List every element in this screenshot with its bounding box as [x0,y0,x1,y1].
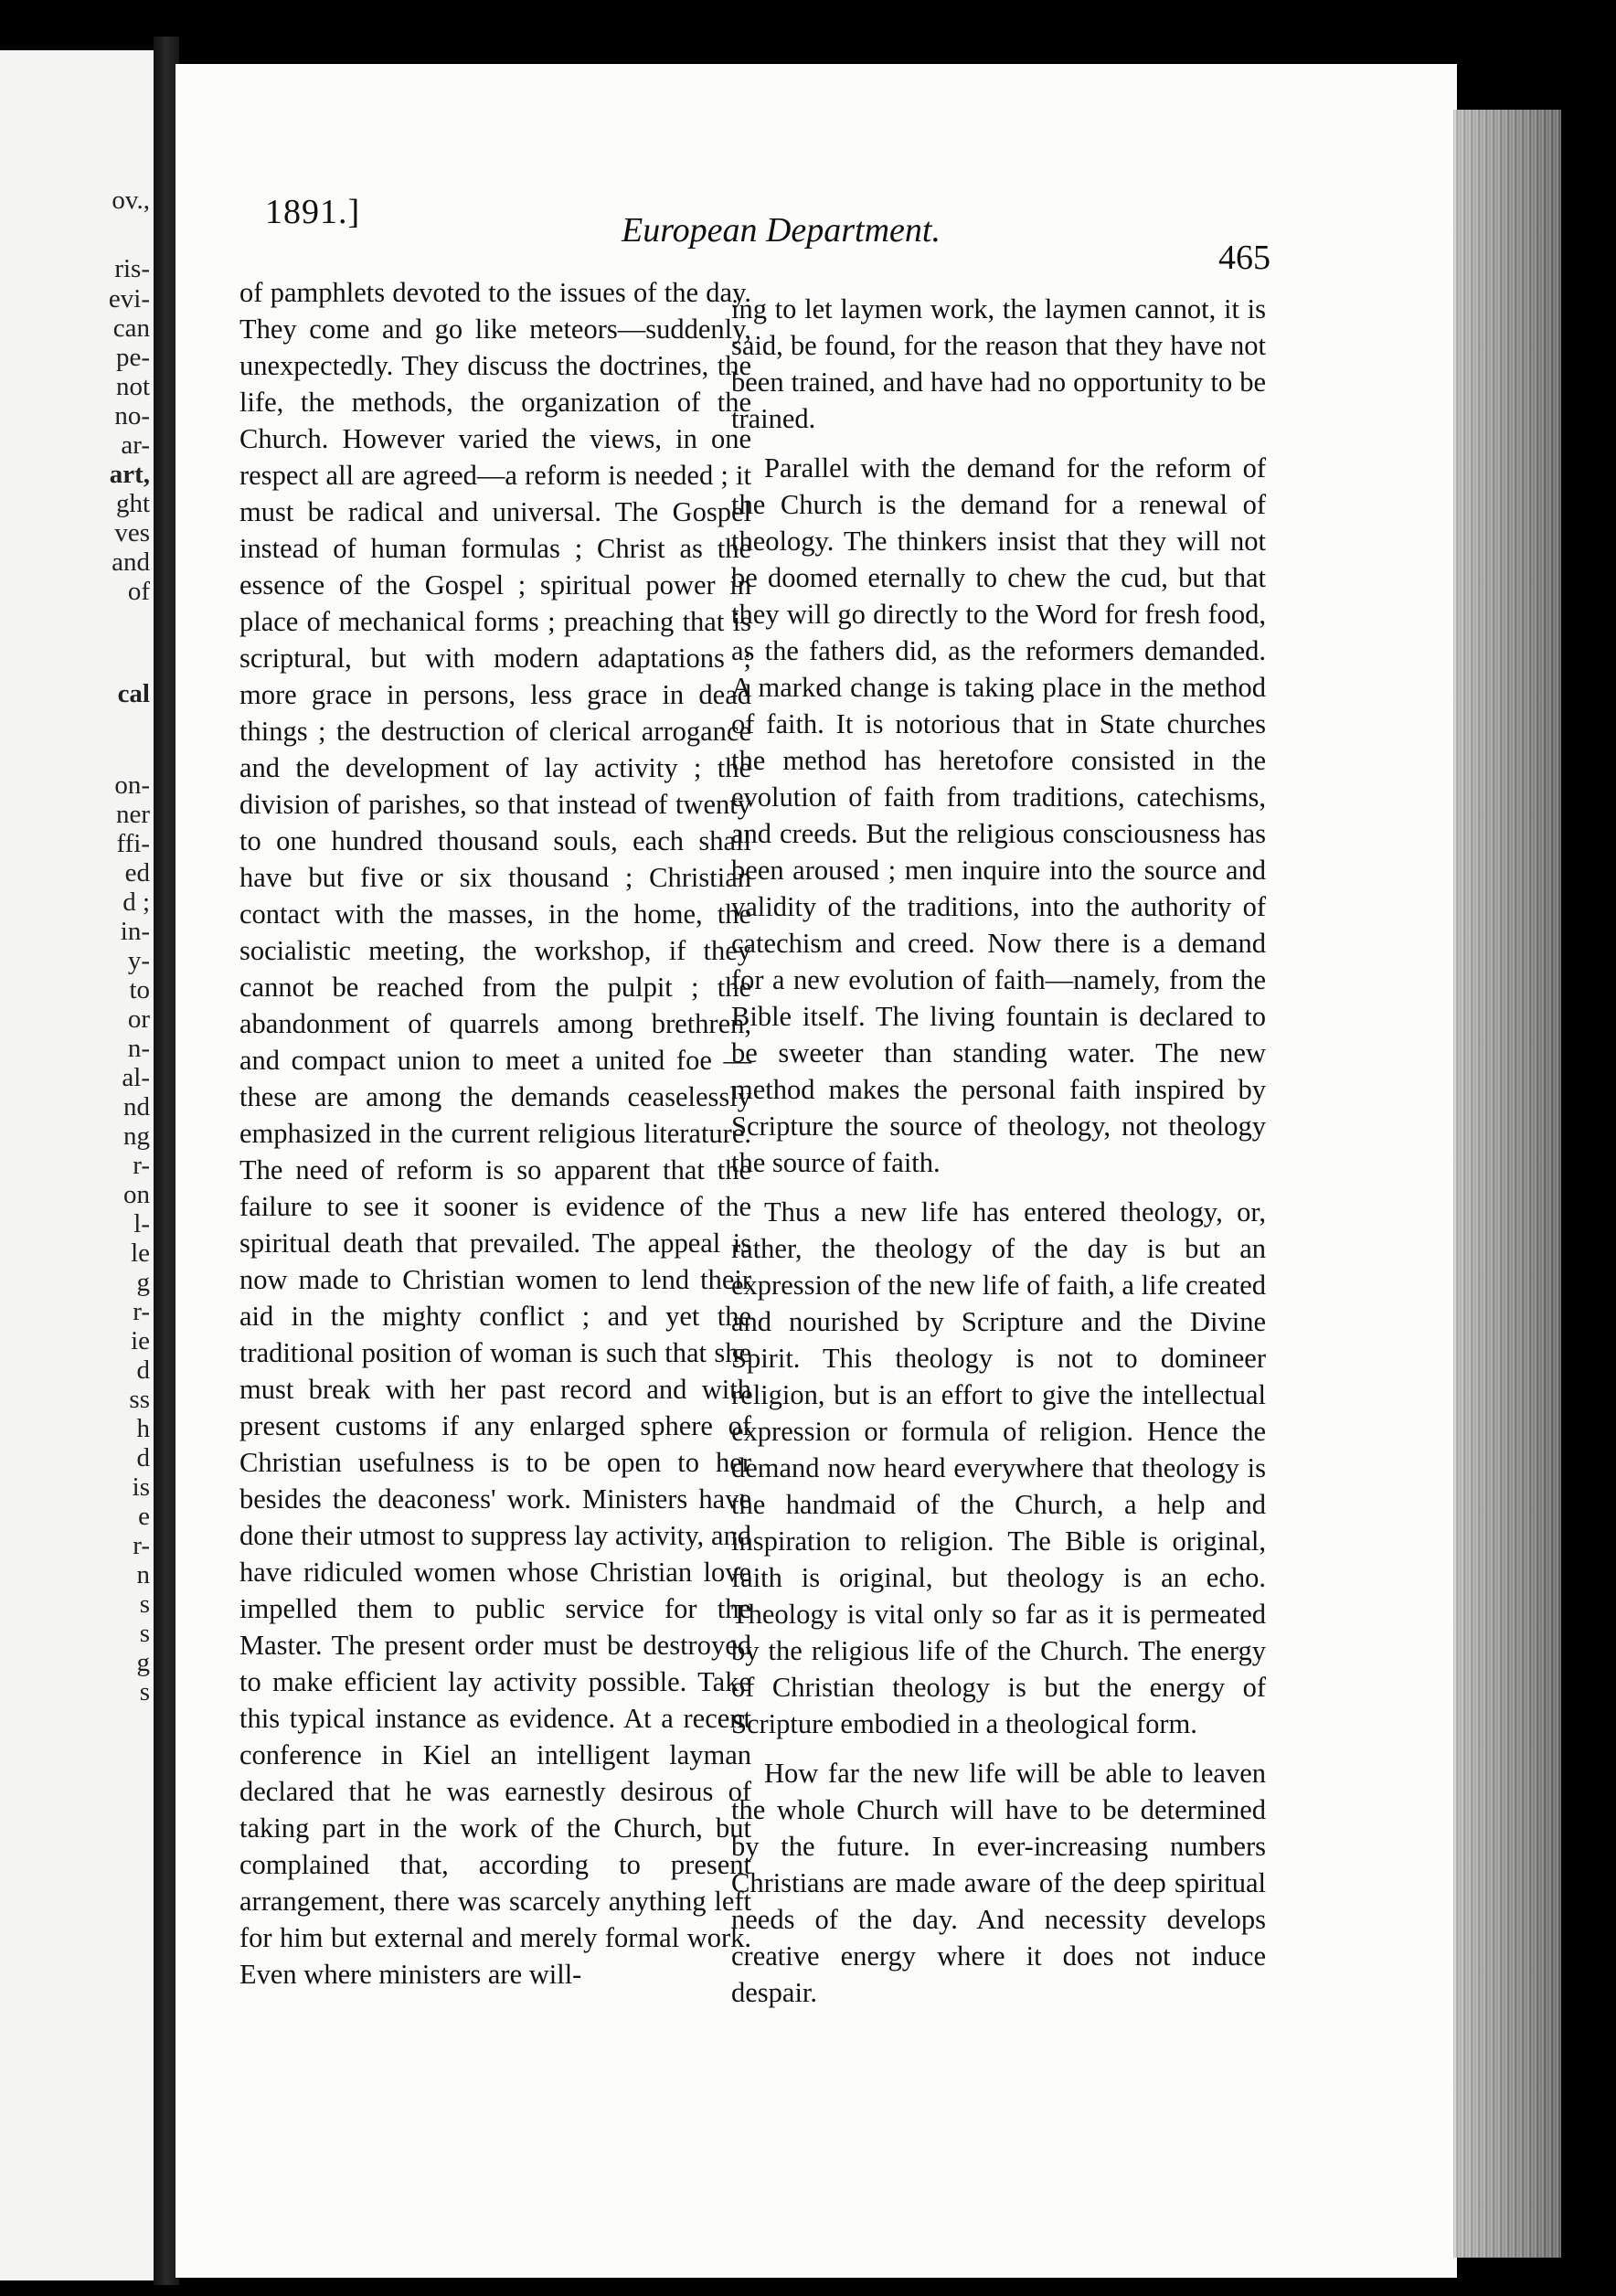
fragment: cal [117,679,150,708]
fragment: art, [109,460,150,489]
fragment: ght [115,489,150,518]
fragment: on- [114,771,150,800]
fragment: evi- [108,284,150,314]
text-column-left [239,274,751,2130]
fragment: r- [133,1531,150,1560]
fragment: is [132,1472,150,1502]
fragment: and [112,547,150,577]
fragment: d ; [122,888,150,917]
fragment: nd [123,1092,150,1121]
fragment: al- [122,1063,150,1092]
fragment: n- [127,1034,150,1063]
fragment: no- [114,401,150,430]
fragment: h [136,1414,150,1443]
fragment: pe- [115,343,150,372]
fragment: or [127,1004,150,1034]
fragment: in- [120,917,150,946]
fragment: ov., [112,186,150,215]
fragment: of [127,577,150,606]
fragment: ss [129,1385,150,1414]
fragment: ner [115,800,150,829]
paragraph: Parallel with the demand for the reform of the Church is the demand for a renewal of theology. The thinkers insist that they will not be doomed eternally to chew the cud, but that they will go directly to the Word for fresh food, as the fathers did, as the reformers demanded. A marked change is taking place in the method of faith. It is notorious that in State churches the method has heretofore consisted in the evolution of faith from traditions, catechisms, and creeds. But the religious consciousness has been aroused ; men inquire into the source and validity of the traditions, into the authority of catechism and creed. Now there is a demand for a new evolution of faith—namely, from the Bible itself. The living fountain is declared to be sweeter than standing water. The new method makes the personal faith inspired by Scripture the source of theology, not theology the source of faith. [731,452,1266,1178]
running-title: European Department. [622,211,941,250]
text-column-right [731,291,1266,2155]
paragraph: ing to let laymen work, the laymen cannot, it is said, be found, for the reason that they have not been trained, and have had no opportunity to be trained. [731,293,1266,434]
fragment: s [139,1619,150,1648]
fragment: le [131,1238,150,1268]
page-number: 465 [1218,239,1270,277]
fragment: y- [127,946,150,975]
fragment: e [138,1502,150,1531]
page-year: 1891.] [265,193,361,231]
fragment: ffi- [116,829,150,858]
fragment: on [123,1180,150,1209]
fragment: g [136,1268,150,1297]
fragment: ed [124,858,150,888]
paragraph: Thus a new life has entered theology, or, rather, the theology of the day is but an expression of the new life of faith, a life created and nourished by Scripture and the Divine Spirit. This theology is not to domineer religion, but is an effort to give the intellectual expression or formula of religion. Hence the demand now heard everywhere that theology is the handmaid of the Church, a help and inspiration to religion. The Bible is original, faith is original, but theology is an echo. Theology is vital only so far as it is permeated by the religious life of the Church. The energy of Christian theology is but the energy of Scripture embodied in a theological form. [731,1196,1266,1739]
fragment: not [115,372,150,401]
running-head [265,192,1270,277]
page-edges [1453,110,1561,2258]
fragment: ar- [121,430,150,460]
fragment: s [139,1677,150,1706]
fragment: ng [123,1121,150,1151]
fragment: n [136,1560,150,1589]
fragment: ie [131,1326,150,1355]
fragment: r- [133,1151,150,1180]
paragraph: How far the new life will be able to leaven the whole Church will have to be determined by the future. In ever-increasing numbers Christians are made aware of the deep spiritual needs of the day. And necessity develops creative energy where it does not induce despair. [731,1758,1266,2008]
fragment: to [129,975,150,1004]
facing-page-edge [0,50,157,2280]
fragment: can [112,314,150,343]
fragment: s [139,1589,150,1619]
fragment: d [136,1355,150,1385]
fragment: d [136,1443,150,1472]
fragment: g [136,1648,150,1677]
fragment: l- [133,1209,150,1238]
fragment: ris- [114,254,150,283]
paragraph: of pamphlets devoted to the issues of the day. They come and go like meteors—suddenly, unexpectedly. They discuss the doctrines, the life, the methods, the organization of the Church. However varied the views, in one respect all are agreed—a reform is needed ; it must be radical and universal. The Gospel instead of human formulas ; Christ as the essence of the Gospel ; spiritual power in place of mechanical forms ; preaching that is scriptural, but with modern adaptations ; more grace in persons, less grace in dead things ; the destruction of clerical arrogance and the development of lay activity ; the division of parishes, so that instead of twenty to one hundred thousand souls, each shall have but five or six thousand ; Christian contact with the masses, in the home, the socialistic meeting, the workshop, if they cannot be reached from the pulpit ; the abandonment of quarrels among brethren, and compact union to meet a united foe —these are among the demands ceaselessly emphasized in the current religious literature. The need of reform is so apparent that the failure to see it sooner is evidence of the spiritual death that prevailed. The appeal is now made to Christian women to lend their aid in the mighty conflict ; and yet the traditional position of woman is such that she must break with her past record and with present customs if any enlarged sphere of Christian usefulness is to be open to her besides the deaconess' work. Ministers have done their utmost to suppress lay activity, and have ridiculed women whose Christian love impelled them to public service for the Master. The present order must be destroyed to make efficient lay activity possible. Take this typical instance as evidence. At a recent conference in Kiel an intelligent layman declared that he was earnestly desirous of taking part in the work of the Church, but complained that, according to present arrangement, there was scarcely anything left for him but external and merely formal work. Even where ministers are will- [239,277,751,1990]
fragment: ves [114,518,150,547]
fragment: r- [133,1297,150,1326]
